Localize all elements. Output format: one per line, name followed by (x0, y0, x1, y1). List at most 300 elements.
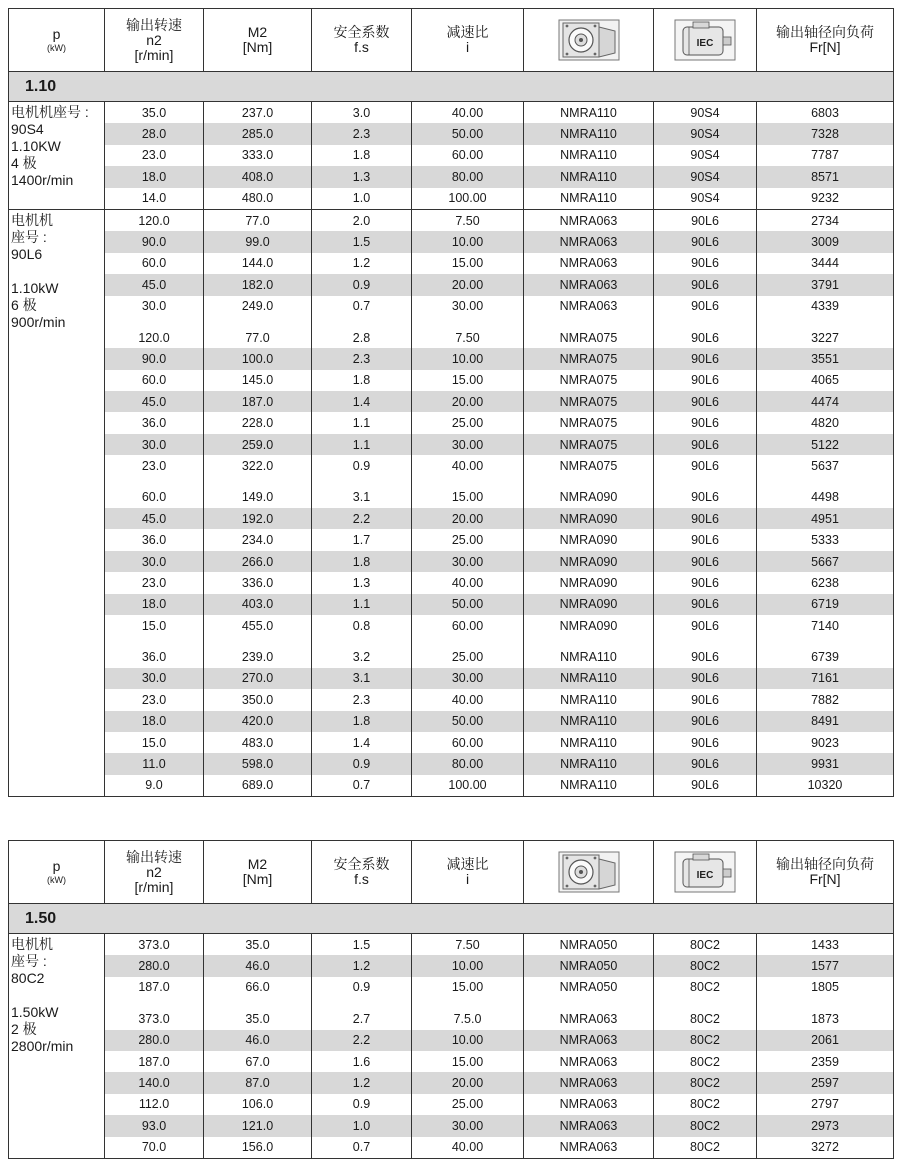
gearbox-model-cell: NMRA063 (524, 210, 654, 231)
gearbox-model-cell: NMRA110 (524, 732, 654, 753)
safety-factor-cell: 1.6 (312, 1051, 412, 1072)
output-speed-cell: 18.0 (105, 594, 204, 615)
gearbox-model-cell: NMRA063 (524, 1008, 654, 1029)
table-row (105, 274, 893, 295)
gearbox-model-cell: NMRA063 (524, 1051, 654, 1072)
safety-factor-cell: 2.3 (312, 689, 412, 710)
motor-frame-cell: 80C2 (654, 934, 757, 955)
safety-factor-cell: 1.8 (312, 145, 412, 166)
table-row (105, 391, 893, 412)
gearbox-model-cell: NMRA063 (524, 1094, 654, 1115)
radial-load-cell: 9232 (811, 191, 839, 206)
radial-load-cell: 7328 (811, 127, 839, 142)
motor-description-line: 90L6 (11, 245, 43, 262)
ratio-cell: 60.00 (412, 145, 524, 166)
torque-cell: 145.0 (204, 370, 312, 391)
torque-cell: 77.0 (204, 210, 312, 231)
ratio-cell: 40.00 (412, 689, 524, 710)
radial-load-cell: 5122 (811, 437, 839, 452)
motor-frame-cell: 90L6 (654, 210, 757, 231)
motor-description-line: 电机机 (11, 211, 53, 228)
table-row (105, 646, 893, 667)
table-row (105, 753, 893, 774)
ratio-cell: 25.00 (412, 646, 524, 667)
motor-description-line (11, 263, 104, 280)
gearbox-model-cell: NMRA110 (524, 188, 654, 209)
motor-frame-cell: 80C2 (654, 977, 757, 998)
gearbox-model-cell: NMRA063 (524, 1137, 654, 1158)
header-gearbox (524, 841, 654, 903)
output-speed-cell: 93.0 (105, 1115, 204, 1136)
safety-factor-cell: 1.2 (312, 253, 412, 274)
radial-load-cell: 5667 (811, 554, 839, 569)
header-power-unit: (kW) (47, 874, 66, 885)
motor-frame-cell: 90L6 (654, 753, 757, 774)
safety-factor-cell: 0.9 (312, 274, 412, 295)
torque-cell: 333.0 (204, 145, 312, 166)
safety-factor-cell: 0.9 (312, 977, 412, 998)
torque-cell: 100.0 (204, 348, 312, 369)
header-motor (654, 841, 757, 903)
spacer-row (105, 477, 893, 487)
motor-frame-cell: 80C2 (654, 1137, 757, 1158)
table-row (105, 732, 893, 753)
ratio-cell: 40.00 (412, 455, 524, 476)
radial-load-cell: 4339 (811, 299, 839, 314)
motor-description-line: 2800r/min (11, 1038, 74, 1054)
radial-load-cell: 1873 (811, 1011, 839, 1026)
motor-frame-cell: 90L6 (654, 668, 757, 689)
ratio-cell: 10.00 (412, 348, 524, 369)
radial-load-cell: 6719 (811, 597, 839, 612)
safety-factor-cell: 0.7 (312, 1137, 412, 1158)
motor-frame-cell: 90S4 (654, 145, 757, 166)
motor-frame-cell: 90S4 (654, 166, 757, 187)
ratio-cell: 50.00 (412, 711, 524, 732)
ratio-cell: 15.00 (412, 1051, 524, 1072)
torque-cell: 420.0 (204, 711, 312, 732)
gearbox-model-cell: NMRA090 (524, 572, 654, 593)
table-row (105, 370, 893, 391)
motor-description-line: 电机机 (11, 936, 53, 952)
output-speed-cell: 60.0 (105, 487, 204, 508)
table-row (105, 689, 893, 710)
table-row (105, 977, 893, 998)
radial-load-cell: 7787 (811, 148, 839, 163)
radial-load-cell: 3227 (811, 330, 839, 345)
output-speed-cell: 28.0 (105, 123, 204, 144)
radial-load-cell: 2061 (811, 1033, 839, 1048)
gearbox-model-cell: NMRA075 (524, 391, 654, 412)
table-row (105, 487, 893, 508)
table-row (105, 615, 893, 636)
header-torque-unit: [Nm] (242, 39, 273, 55)
motor-frame-cell: 80C2 (654, 1115, 757, 1136)
output-speed-cell: 11.0 (105, 753, 204, 774)
output-speed-cell: 60.0 (105, 370, 204, 391)
radial-load-cell: 7882 (811, 692, 839, 707)
safety-factor-cell: 1.1 (312, 434, 412, 455)
motor-frame-cell: 90L6 (654, 732, 757, 753)
header-power (9, 841, 105, 903)
gearbox-model-cell: NMRA090 (524, 529, 654, 550)
radial-load-cell: 4474 (811, 394, 839, 409)
torque-cell: 228.0 (204, 412, 312, 433)
output-speed-cell: 36.0 (105, 646, 204, 667)
ratio-cell: 20.00 (412, 508, 524, 529)
radial-load-cell: 9931 (811, 757, 839, 772)
table-header (9, 841, 893, 904)
radial-load-cell: 3009 (811, 235, 839, 250)
torque-cell: 480.0 (204, 188, 312, 209)
gearbox-model-cell: NMRA075 (524, 327, 654, 348)
ratio-cell: 30.00 (412, 668, 524, 689)
safety-factor-cell: 1.3 (312, 166, 412, 187)
torque-cell: 322.0 (204, 455, 312, 476)
header-ratio-title: 减速比 (446, 856, 489, 872)
radial-load-cell: 3272 (811, 1140, 839, 1155)
torque-cell: 598.0 (204, 753, 312, 774)
radial-load-cell: 2797 (811, 1097, 839, 1112)
table-row (105, 711, 893, 732)
gearbox-model-cell: NMRA090 (524, 508, 654, 529)
motor-frame-cell: 90L6 (654, 253, 757, 274)
torque-cell: 455.0 (204, 615, 312, 636)
ratio-cell: 50.00 (412, 594, 524, 615)
torque-cell: 46.0 (204, 955, 312, 976)
radial-load-cell: 1805 (811, 980, 839, 995)
motor-frame-cell: 90L6 (654, 455, 757, 476)
ratio-cell: 100.00 (412, 775, 524, 796)
torque-cell: 336.0 (204, 572, 312, 593)
ratio-cell: 7.50 (412, 210, 524, 231)
torque-cell: 35.0 (204, 1008, 312, 1029)
motor-description-line: 4 极 (11, 155, 37, 171)
table-row (105, 123, 893, 144)
ratio-cell: 15.00 (412, 253, 524, 274)
performance-table-1-10kw (8, 8, 894, 797)
header-power-label: p (52, 857, 61, 874)
ratio-cell: 40.00 (412, 572, 524, 593)
ratio-cell: 20.00 (412, 391, 524, 412)
ratio-cell: 60.00 (412, 615, 524, 636)
table-row (105, 955, 893, 976)
radial-load-cell: 6238 (811, 575, 839, 590)
header-safety-factor-title: 安全系数 (333, 24, 390, 40)
header-radial-load-title: 输出轴径向负荷 (776, 856, 874, 872)
output-speed-cell: 36.0 (105, 412, 204, 433)
motor-frame-cell: 90L6 (654, 508, 757, 529)
torque-cell: 66.0 (204, 977, 312, 998)
gearbox-model-cell: NMRA110 (524, 753, 654, 774)
spacer-row (105, 317, 893, 327)
output-speed-cell: 18.0 (105, 711, 204, 732)
gearbox-icon (553, 849, 625, 895)
ratio-cell: 15.00 (412, 977, 524, 998)
motor-frame-cell: 90L6 (654, 296, 757, 317)
ratio-cell: 7.50 (412, 934, 524, 955)
safety-factor-cell: 3.1 (312, 487, 412, 508)
ratio-cell: 80.00 (412, 166, 524, 187)
power-band: 1.10 (9, 72, 893, 102)
ratio-cell: 40.00 (412, 102, 524, 123)
gearbox-model-cell: NMRA110 (524, 102, 654, 123)
ratio-cell: 25.00 (412, 1094, 524, 1115)
motor-description-line: 1400r/min (11, 172, 74, 188)
header-safety-factor-title: 安全系数 (333, 856, 390, 872)
motor-description-line: 电机机座号 : (11, 104, 89, 120)
torque-cell: 249.0 (204, 296, 312, 317)
header-output-speed-title: 输出转速 (126, 848, 182, 865)
radial-load-cell: 1577 (811, 959, 839, 974)
table-row (105, 551, 893, 572)
safety-factor-cell: 1.2 (312, 955, 412, 976)
motor-description-line: 1.10kW (11, 279, 59, 296)
motor-description-line: 1.10KW (11, 138, 61, 154)
motor-description (9, 102, 105, 209)
torque-cell: 156.0 (204, 1137, 312, 1158)
radial-load-cell: 3444 (811, 256, 839, 271)
gearbox-model-cell: NMRA050 (524, 977, 654, 998)
radial-load-cell: 6803 (811, 105, 839, 120)
iec-label: IEC (696, 870, 714, 881)
torque-cell: 149.0 (204, 487, 312, 508)
performance-table-1-50kw (8, 840, 894, 1159)
safety-factor-cell: 0.7 (312, 775, 412, 796)
radial-load-cell: 4498 (811, 490, 839, 505)
torque-cell: 237.0 (204, 102, 312, 123)
gearbox-model-cell: NMRA075 (524, 412, 654, 433)
output-speed-cell: 373.0 (105, 934, 204, 955)
table-row (105, 934, 893, 955)
safety-factor-cell: 1.4 (312, 732, 412, 753)
safety-factor-cell: 1.5 (312, 231, 412, 252)
gearbox-model-cell: NMRA063 (524, 296, 654, 317)
output-speed-cell: 90.0 (105, 231, 204, 252)
gearbox-model-cell: NMRA063 (524, 1030, 654, 1051)
safety-factor-cell: 0.7 (312, 296, 412, 317)
ratio-cell: 25.00 (412, 529, 524, 550)
table-row (105, 231, 893, 252)
output-speed-cell: 14.0 (105, 188, 204, 209)
torque-cell: 106.0 (204, 1094, 312, 1115)
safety-factor-cell: 2.0 (312, 210, 412, 231)
output-speed-cell: 120.0 (105, 210, 204, 231)
output-speed-cell: 15.0 (105, 615, 204, 636)
motor-frame-cell: 90L6 (654, 572, 757, 593)
gearbox-model-cell: NMRA110 (524, 689, 654, 710)
motor-group (9, 934, 893, 1158)
output-speed-cell: 36.0 (105, 529, 204, 550)
ratio-cell: 15.00 (412, 370, 524, 391)
radial-load-cell: 2973 (811, 1118, 839, 1133)
gearbox-model-cell: NMRA110 (524, 145, 654, 166)
ratio-cell: 30.00 (412, 1115, 524, 1136)
header-output-speed-unit: [r/min] (134, 46, 174, 63)
header-output-speed-symbol: n2 (146, 31, 162, 48)
safety-factor-cell: 1.4 (312, 391, 412, 412)
output-speed-cell: 280.0 (105, 955, 204, 976)
output-speed-cell: 187.0 (105, 1051, 204, 1072)
header-torque-symbol: M2 (247, 24, 268, 40)
ratio-cell: 30.00 (412, 551, 524, 572)
header-radial-load-unit: Fr[N] (809, 39, 841, 55)
ratio-cell: 100.00 (412, 188, 524, 209)
motor-frame-cell: 90L6 (654, 551, 757, 572)
radial-load-cell: 3791 (811, 277, 839, 292)
torque-cell: 408.0 (204, 166, 312, 187)
ratio-cell: 10.00 (412, 955, 524, 976)
motor-frame-cell: 90L6 (654, 327, 757, 348)
motor-frame-cell: 90L6 (654, 231, 757, 252)
table-row (105, 166, 893, 187)
output-speed-cell: 30.0 (105, 668, 204, 689)
gearbox-model-cell: NMRA110 (524, 166, 654, 187)
motor-frame-cell: 90L6 (654, 689, 757, 710)
motor-frame-cell: 90S4 (654, 102, 757, 123)
header-output-speed-title: 输出转速 (126, 16, 182, 33)
table-row (105, 1094, 893, 1115)
spacer-row (105, 636, 893, 646)
ratio-cell: 30.00 (412, 296, 524, 317)
table-row (105, 145, 893, 166)
torque-cell: 77.0 (204, 327, 312, 348)
motor-description-line: 900r/min (11, 313, 66, 330)
header-safety-factor (312, 9, 412, 71)
header-radial-load (757, 841, 893, 903)
motor-frame-cell: 90L6 (654, 646, 757, 667)
gearbox-model-cell: NMRA063 (524, 253, 654, 274)
output-speed-cell: 23.0 (105, 689, 204, 710)
torque-cell: 87.0 (204, 1072, 312, 1093)
gearbox-model-cell: NMRA090 (524, 487, 654, 508)
motor-frame-cell: 90L6 (654, 711, 757, 732)
motor-description-line: 座号 : (11, 228, 47, 245)
motor-group (9, 210, 893, 796)
safety-factor-cell: 2.2 (312, 1030, 412, 1051)
torque-cell: 270.0 (204, 668, 312, 689)
motor-frame-cell: 90S4 (654, 188, 757, 209)
table-row (105, 1137, 893, 1158)
safety-factor-cell: 1.1 (312, 412, 412, 433)
motor-description-line (11, 987, 104, 1004)
torque-cell: 46.0 (204, 1030, 312, 1051)
output-speed-cell: 23.0 (105, 572, 204, 593)
output-speed-cell: 15.0 (105, 732, 204, 753)
header-safety-factor (312, 841, 412, 903)
safety-factor-cell: 3.0 (312, 102, 412, 123)
ratio-cell: 50.00 (412, 123, 524, 144)
iec-motor-icon (669, 849, 741, 895)
radial-load-cell: 4065 (811, 373, 839, 388)
torque-cell: 67.0 (204, 1051, 312, 1072)
ratio-cell: 7.50 (412, 327, 524, 348)
header-torque-symbol: M2 (247, 856, 268, 872)
gearbox-model-cell: NMRA110 (524, 123, 654, 144)
motor-frame-cell: 80C2 (654, 1094, 757, 1115)
output-speed-cell: 30.0 (105, 296, 204, 317)
output-speed-cell: 140.0 (105, 1072, 204, 1093)
gearbox-model-cell: NMRA110 (524, 775, 654, 796)
gearbox-model-cell: NMRA090 (524, 594, 654, 615)
motor-frame-cell: 90L6 (654, 274, 757, 295)
table-row (105, 188, 893, 209)
torque-cell: 121.0 (204, 1115, 312, 1136)
motor-frame-cell: 90L6 (654, 348, 757, 369)
iec-label: IEC (696, 38, 714, 49)
output-speed-cell: 45.0 (105, 274, 204, 295)
header-output-speed-symbol: n2 (146, 863, 162, 880)
motor-description-line: 座号 : (11, 953, 47, 969)
motor-frame-cell: 80C2 (654, 955, 757, 976)
header-gearbox (524, 9, 654, 71)
motor-description-line: 6 极 (11, 296, 37, 313)
motor-frame-cell: 90L6 (654, 391, 757, 412)
torque-cell: 259.0 (204, 434, 312, 455)
output-speed-cell: 187.0 (105, 977, 204, 998)
output-speed-cell: 9.0 (105, 775, 204, 796)
safety-factor-cell: 3.1 (312, 668, 412, 689)
safety-factor-cell: 1.0 (312, 1115, 412, 1136)
torque-cell: 192.0 (204, 508, 312, 529)
table-row (105, 1072, 893, 1093)
ratio-cell: 20.00 (412, 1072, 524, 1093)
table-row (105, 348, 893, 369)
table-row (105, 1051, 893, 1072)
safety-factor-cell: 1.8 (312, 551, 412, 572)
header-radial-load-unit: Fr[N] (809, 871, 841, 887)
output-speed-cell: 45.0 (105, 391, 204, 412)
motor-frame-cell: 90L6 (654, 529, 757, 550)
table-row (105, 529, 893, 550)
radial-load-cell: 3551 (811, 351, 839, 366)
motor-description-line: 1.50kW (11, 1004, 59, 1020)
gearbox-model-cell: NMRA050 (524, 934, 654, 955)
gearbox-model-cell: NMRA075 (524, 348, 654, 369)
gearbox-model-cell: NMRA075 (524, 370, 654, 391)
header-torque-unit: [Nm] (242, 871, 273, 887)
safety-factor-cell: 3.2 (312, 646, 412, 667)
output-speed-cell: 30.0 (105, 551, 204, 572)
motor-description-line: 90S4 (11, 121, 44, 137)
table-row (105, 775, 893, 796)
gearbox-model-cell: NMRA110 (524, 646, 654, 667)
output-speed-cell: 18.0 (105, 166, 204, 187)
safety-factor-cell: 1.0 (312, 188, 412, 209)
safety-factor-cell: 2.7 (312, 1008, 412, 1029)
radial-load-cell: 1433 (811, 937, 839, 952)
motor-description-line: 2 极 (11, 1021, 37, 1037)
output-speed-cell: 30.0 (105, 434, 204, 455)
table-row (105, 455, 893, 476)
table-row (105, 434, 893, 455)
ratio-cell: 10.00 (412, 231, 524, 252)
table-row (105, 1008, 893, 1029)
safety-factor-cell: 1.1 (312, 594, 412, 615)
safety-factor-cell: 2.3 (312, 123, 412, 144)
ratio-cell: 40.00 (412, 1137, 524, 1158)
safety-factor-cell: 2.2 (312, 508, 412, 529)
header-output-speed (105, 9, 204, 71)
safety-factor-cell: 1.2 (312, 1072, 412, 1093)
header-ratio-symbol: i (465, 39, 470, 55)
radial-load-cell: 10320 (807, 778, 843, 793)
gearbox-model-cell: NMRA075 (524, 455, 654, 476)
header-motor (654, 9, 757, 71)
header-ratio-title: 减速比 (446, 24, 489, 40)
motor-frame-cell: 90L6 (654, 775, 757, 796)
torque-cell: 403.0 (204, 594, 312, 615)
